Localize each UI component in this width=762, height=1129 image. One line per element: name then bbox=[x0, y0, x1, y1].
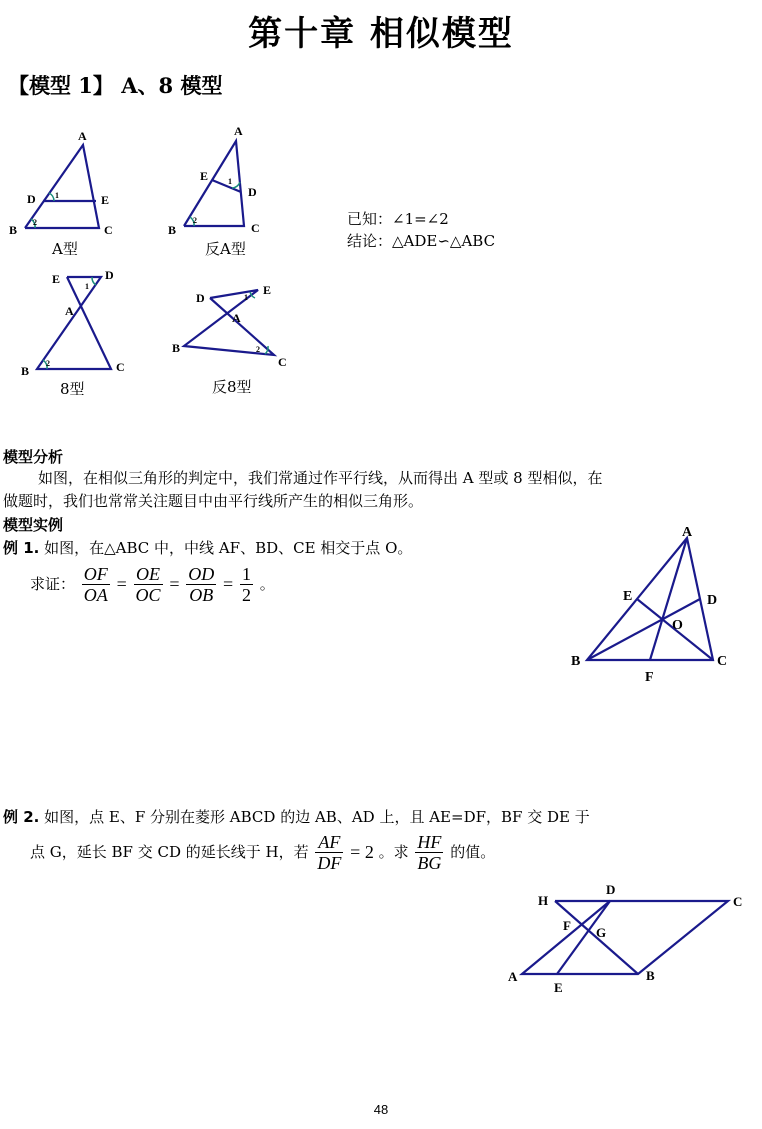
point-o-label: O bbox=[672, 618, 683, 633]
figure-eight-type-label: 8型 bbox=[60, 380, 85, 398]
point-c-label: C bbox=[278, 355, 287, 369]
point-b-label: B bbox=[646, 968, 655, 983]
point-e-label: E bbox=[623, 589, 633, 604]
point-c-label: C bbox=[717, 654, 728, 669]
examples-heading: 模型实例 bbox=[3, 516, 64, 534]
given-statement: 已知：∠1=∠2 bbox=[347, 210, 449, 228]
figure-reverse-a-type bbox=[160, 122, 290, 257]
angle-1-label: 1 bbox=[228, 177, 232, 186]
example1-prove: 求证： $\frac{OF}{OA}$ = $\frac{OE}{OC}$ = $\frac{OD}{OB}$ = $\frac{1}{2}$ 。 bbox=[30, 564, 275, 605]
example2-figure bbox=[500, 880, 750, 1010]
point-b-label: B bbox=[21, 364, 30, 378]
point-f-label: F bbox=[563, 918, 571, 933]
prove-end: 。 bbox=[259, 575, 275, 593]
analysis-text-line1: 如图，在相似三角形的判定中，我们常通过作平行线，从而得出 A 型或 8 型相似，在 bbox=[38, 469, 603, 487]
analysis-heading: 模型分析 bbox=[3, 448, 64, 466]
figure-reverse-eight-type-label: 反8型 bbox=[212, 378, 252, 396]
angle-1-label: 1 bbox=[244, 293, 248, 302]
example2-statement bbox=[3, 806, 590, 829]
point-c-label: C bbox=[251, 221, 260, 235]
point-e-label: E bbox=[200, 169, 209, 183]
analysis-text-line2: 做题时，我们也常常关注题目中由平行线所产生的相似三角形。 bbox=[3, 492, 424, 510]
point-d-label: D bbox=[27, 192, 36, 206]
example1-label: 例 1. bbox=[3, 539, 40, 557]
figure-reverse-a-type-label: 反A型 bbox=[205, 240, 246, 258]
point-a-label: A bbox=[508, 969, 518, 984]
point-b-label: B bbox=[168, 223, 177, 237]
point-d-label: D bbox=[196, 291, 205, 305]
fraction-one-half: $\frac{1}{2}$ bbox=[241, 564, 251, 605]
angle-1-label: 1 bbox=[55, 191, 59, 200]
angle-1-label: 1 bbox=[85, 282, 89, 291]
point-a-label: A bbox=[234, 124, 243, 138]
point-b-label: B bbox=[9, 223, 18, 237]
fraction-hf-bg: $\frac{HF}{BG}$ bbox=[417, 832, 442, 873]
point-e-label: E bbox=[554, 980, 563, 995]
fraction-od-ob: $\frac{OD}{OB}$ bbox=[188, 564, 215, 605]
angle-2-label: 2 bbox=[256, 345, 260, 354]
point-a-label: A bbox=[65, 304, 74, 318]
point-c-label: C bbox=[116, 360, 125, 374]
point-g-label: G bbox=[596, 925, 607, 940]
fraction-of-oa: $\frac{OF}{OA}$ bbox=[83, 564, 108, 605]
point-d-label: D bbox=[606, 882, 616, 897]
point-d-label: D bbox=[707, 593, 718, 608]
figure-eight-type bbox=[15, 265, 135, 380]
example2-line1: 如图，点 E、F 分别在菱形 ABCD 的边 AB、AD 上，且 AE=DF，BF 交 DE 于 bbox=[44, 808, 590, 826]
angle-2-label: 2 bbox=[33, 218, 37, 227]
point-b-label: B bbox=[571, 654, 581, 669]
example2-label: 例 2. bbox=[3, 808, 40, 826]
point-e-label: E bbox=[52, 272, 61, 286]
point-e-label: E bbox=[263, 283, 272, 297]
point-b-label: B bbox=[172, 341, 181, 355]
example1-statement bbox=[3, 537, 412, 560]
point-h-label: H bbox=[538, 893, 549, 908]
angle-2-label: 2 bbox=[46, 359, 50, 368]
point-a-label: A bbox=[682, 525, 693, 540]
fraction-af-df: $\frac{AF}{DF}$ bbox=[317, 832, 342, 873]
angle-2-label: 2 bbox=[193, 216, 197, 225]
example1-figure bbox=[565, 520, 745, 690]
point-a-label: A bbox=[232, 311, 241, 325]
page-title: 第十章 相似模型 bbox=[248, 14, 514, 54]
point-f-label: F bbox=[645, 670, 654, 685]
fraction-oe-oc: $\frac{OE}{OC}$ bbox=[135, 564, 161, 605]
prove-prefix: 求证： bbox=[30, 575, 76, 593]
example2-line2: 点 G，延长 BF 交 CD 的延长线于 H，若 $\frac{AF}{DF}$ = 2 。求 $\frac{HF}{BG}$ 的值。 bbox=[30, 832, 496, 873]
page-number: 48 bbox=[373, 1102, 389, 1117]
point-d-label: D bbox=[105, 268, 114, 282]
point-d-label: D bbox=[248, 185, 257, 199]
figure-reverse-eight-type bbox=[170, 280, 295, 375]
point-a-label: A bbox=[78, 129, 87, 143]
example1-text: 如图，在△ABC 中，中线 AF、BD、CE 相交于点 O。 bbox=[44, 539, 413, 557]
figure-a-type-label: A型 bbox=[52, 240, 78, 258]
conclusion-statement: 结论：△ADE∽△ABC bbox=[347, 232, 496, 250]
model-heading: 【模型 1】 A、8 模型 bbox=[8, 73, 223, 98]
point-c-label: C bbox=[733, 894, 743, 909]
point-c-label: C bbox=[104, 223, 113, 237]
point-e-label: E bbox=[101, 193, 110, 207]
